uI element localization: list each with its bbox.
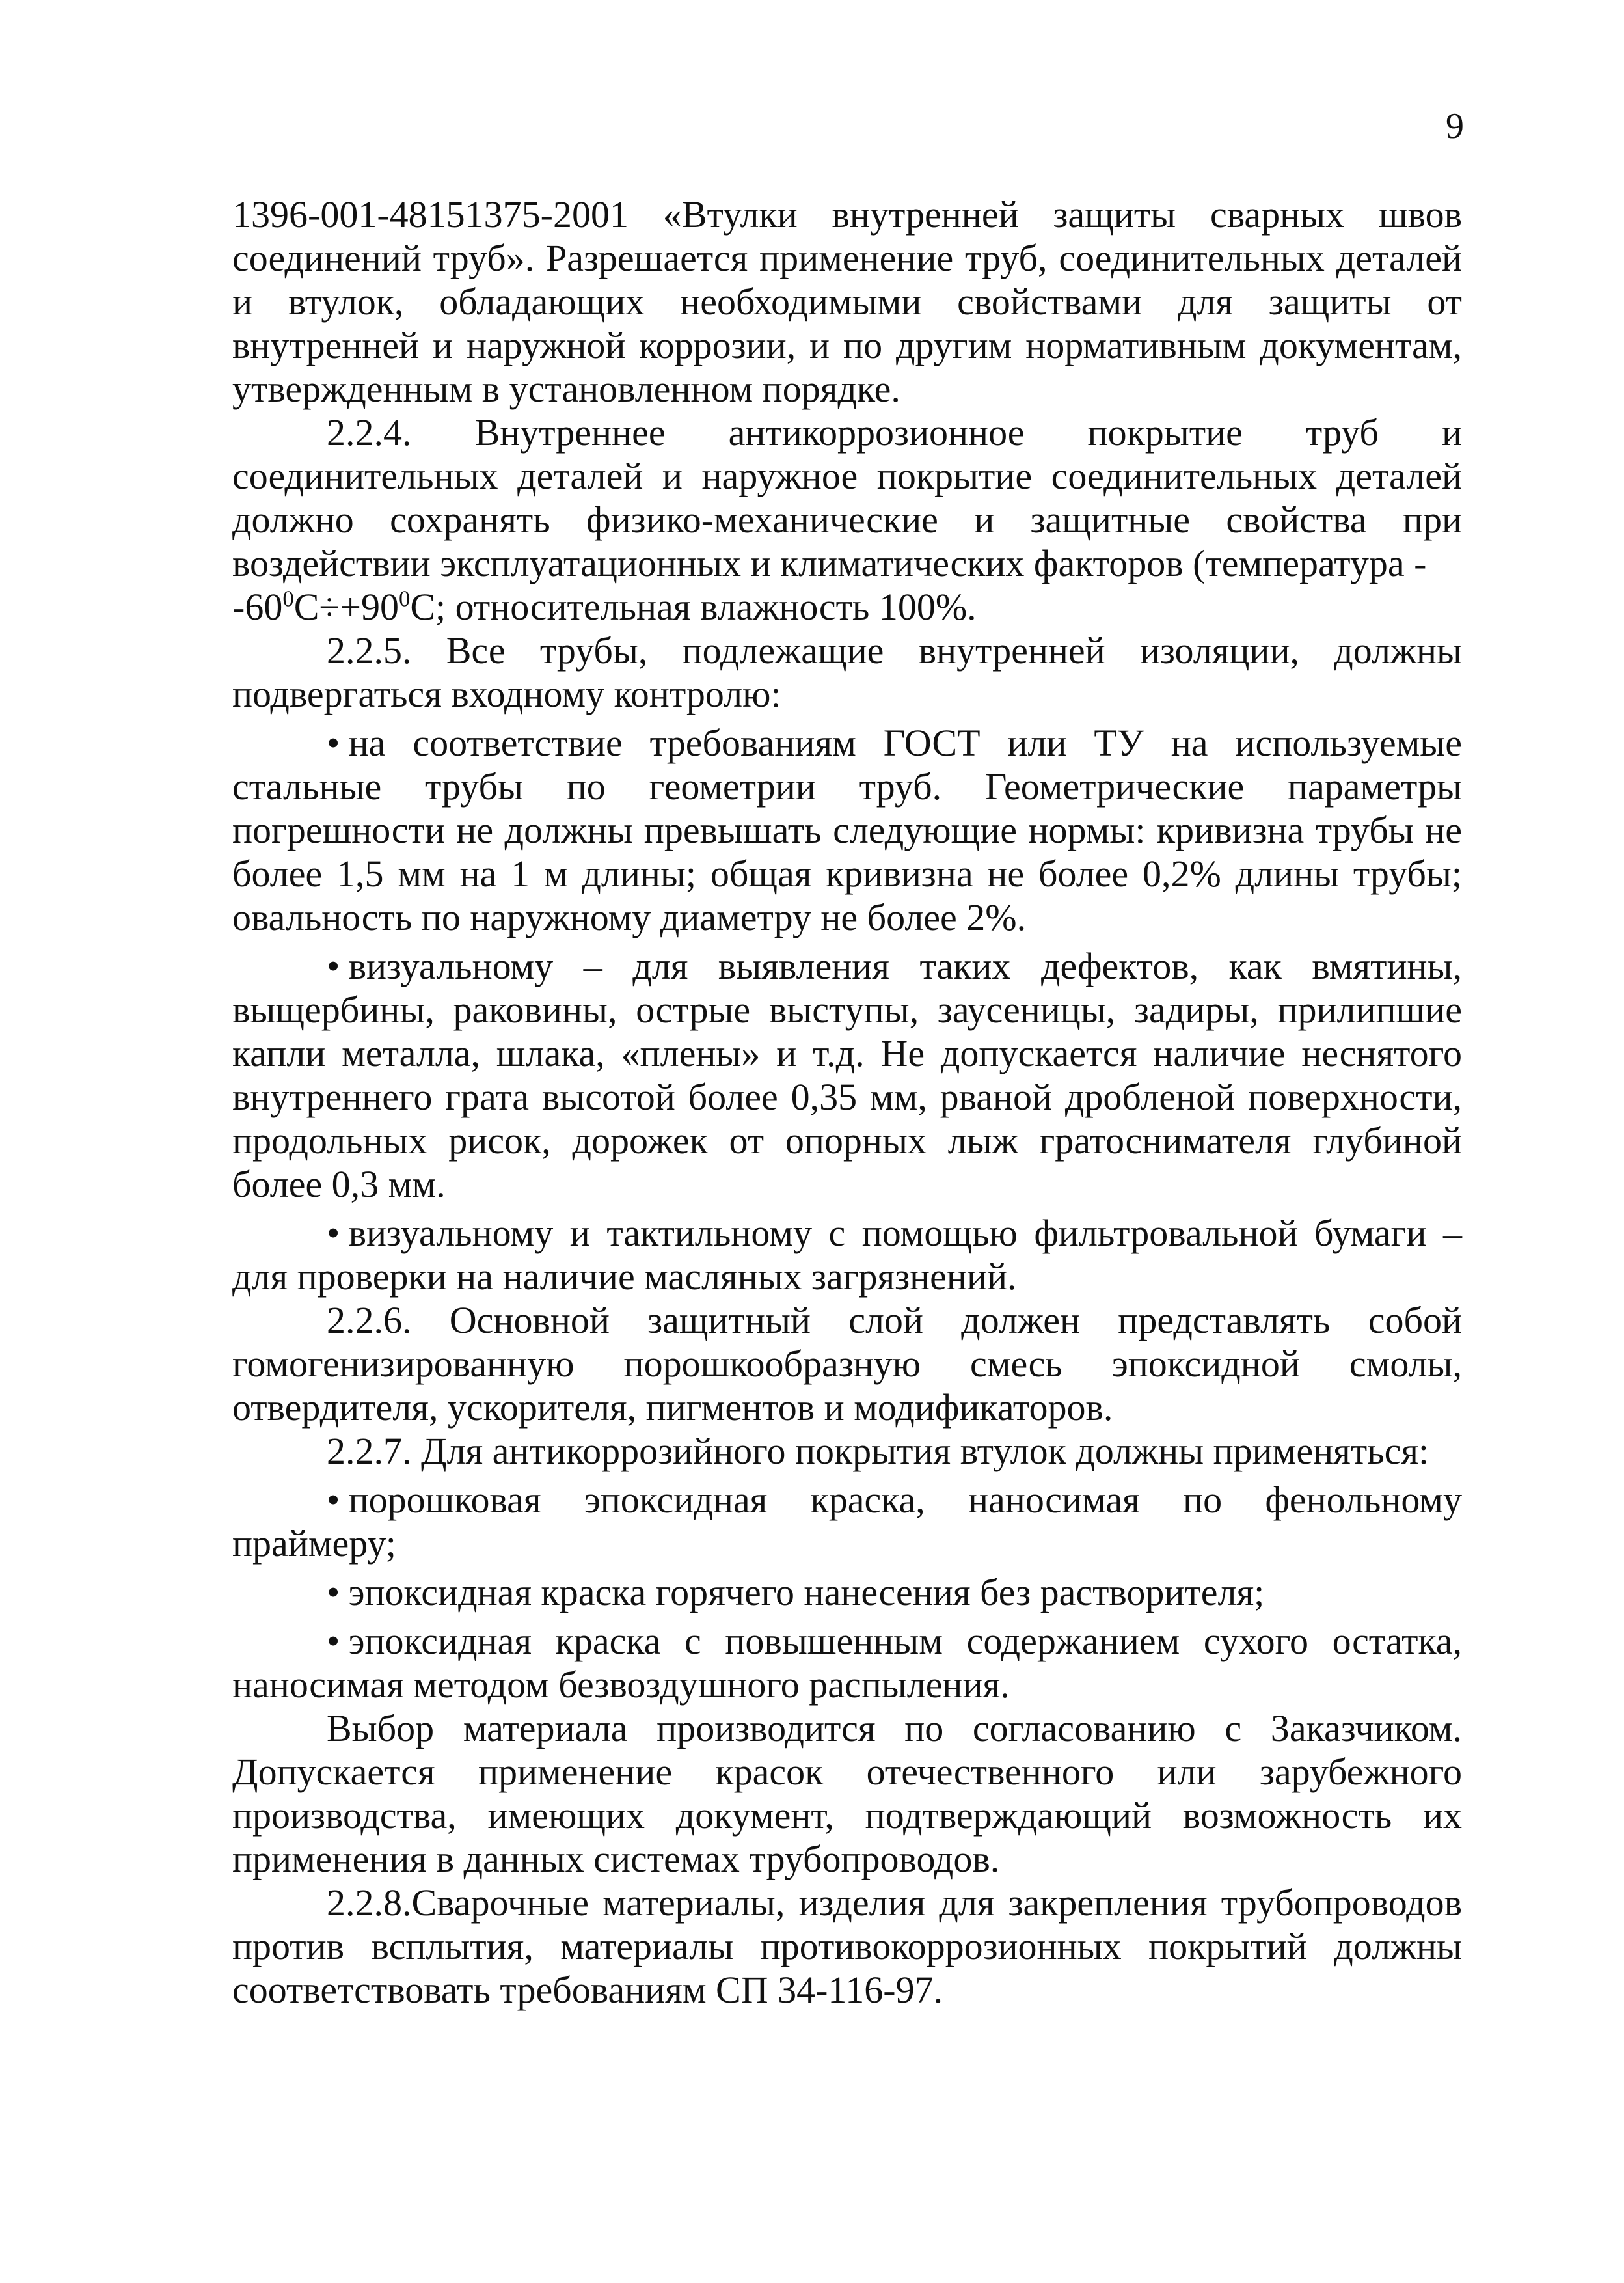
paragraph-2-2-8: 2.2.8.Сварочные материалы, изделия для закрепления трубопроводов против всплытия, материалы противокоррозионных покрытий должны соответствовать требованиям СП 34-116-97.	[232, 1881, 1462, 2011]
bullet-icon: •	[327, 1571, 340, 1613]
bullet-item	[232, 944, 1462, 1206]
bullet-item	[232, 721, 1462, 939]
temperature-range: $-60^0C\div+90^0C$; относительная влажность 100%.	[232, 586, 977, 628]
bullet-item	[232, 1211, 1462, 1298]
paragraph-2-2-7: 2.2.7. Для антикоррозийного покрытия втулок должны применяться:	[327, 1430, 1429, 1472]
bullet-item-text: эпоксидная краска с повышенным содержанием сухого остатка, наносимая методом безвоздушного распыления.	[232, 1620, 1462, 1706]
bullet-item-text: визуальному – для выявления таких дефектов, как вмятины, выщербины, раковины, острые выступы, заусеницы, задиры, прилипшие капли металла, шлака, «плены» и т.д. Не допускается наличие неснятого внутреннего грата высотой более 0,35 мм, рваной дробленой поверхности, продольных рисок, дорожек от опорных лыж гратоснимателя глубиной более 0,3 мм.	[232, 945, 1462, 1205]
bullet-item-text: визуальному и тактильному с помощью фильтровальной бумаги – для проверки на наличие масляных загрязнений.	[232, 1212, 1462, 1298]
paragraph-2-2-5: 2.2.5. Все трубы, подлежащие внутренней изоляции, должны подвергаться входному контролю:	[232, 629, 1462, 715]
paragraph-material-choice: Выбор материала производится по согласованию с Заказчиком. Допускается применение красок отечественного или зарубежного производства, имеющих документ, подтверждающий возможность их применения в данных системах трубопроводов.	[232, 1707, 1462, 1880]
paragraph-2-2-4-text: 2.2.4. Внутреннее антикоррозионное покрытие труб и соединительных деталей и наружное покрытие соединительных деталей должно сохранять физико-механические и защитные свойства при воздействии эксплуатационных и климатических факторов (температура -	[232, 411, 1462, 584]
bullet-icon: •	[327, 722, 340, 764]
page-number: 9	[1446, 106, 1464, 146]
bullet-item-text: эпоксидная краска горячего нанесения без растворителя;	[348, 1571, 1265, 1613]
bullet-icon: •	[327, 945, 340, 987]
bullet-item	[232, 1570, 1462, 1614]
bullet-icon: •	[327, 1620, 340, 1662]
document-body	[232, 193, 1462, 2012]
bullet-item	[232, 1619, 1462, 1706]
bullet-icon: •	[327, 1479, 340, 1521]
bullet-item-text: порошковая эпоксидная краска, наносимая по фенольному праймеру;	[232, 1479, 1462, 1565]
bullet-item-text: на соответствие требованиям ГОСТ или ТУ на используемые стальные трубы по геометрии труб. Геометрические параметры погрешности не должны превышать следующие нормы: кривизна трубы не более 1,5 мм на 1 м длины; общая кривизна не более 0,2% длины трубы; овальность по наружному диаметру не более 2%.	[232, 722, 1462, 938]
paragraph-2-2-6: 2.2.6. Основной защитный слой должен представлять собой гомогенизированную порошкообразную смесь эпоксидной смолы, отвердителя, ускорителя, пигментов и модификаторов.	[232, 1299, 1462, 1429]
bullet-item	[232, 1478, 1462, 1565]
paragraph-continuation: 1396-001-48151375-2001 «Втулки внутренней защиты сварных швов соединений труб». Разрешается применение труб, соединительных деталей и втулок, обладающих необходимыми свойствами для защиты от внутренней и наружной коррозии, и по другим нормативным документам, утвержденным в установленном порядке.	[232, 193, 1462, 410]
bullet-icon: •	[327, 1212, 340, 1254]
paragraph-2-2-4	[232, 411, 1462, 629]
